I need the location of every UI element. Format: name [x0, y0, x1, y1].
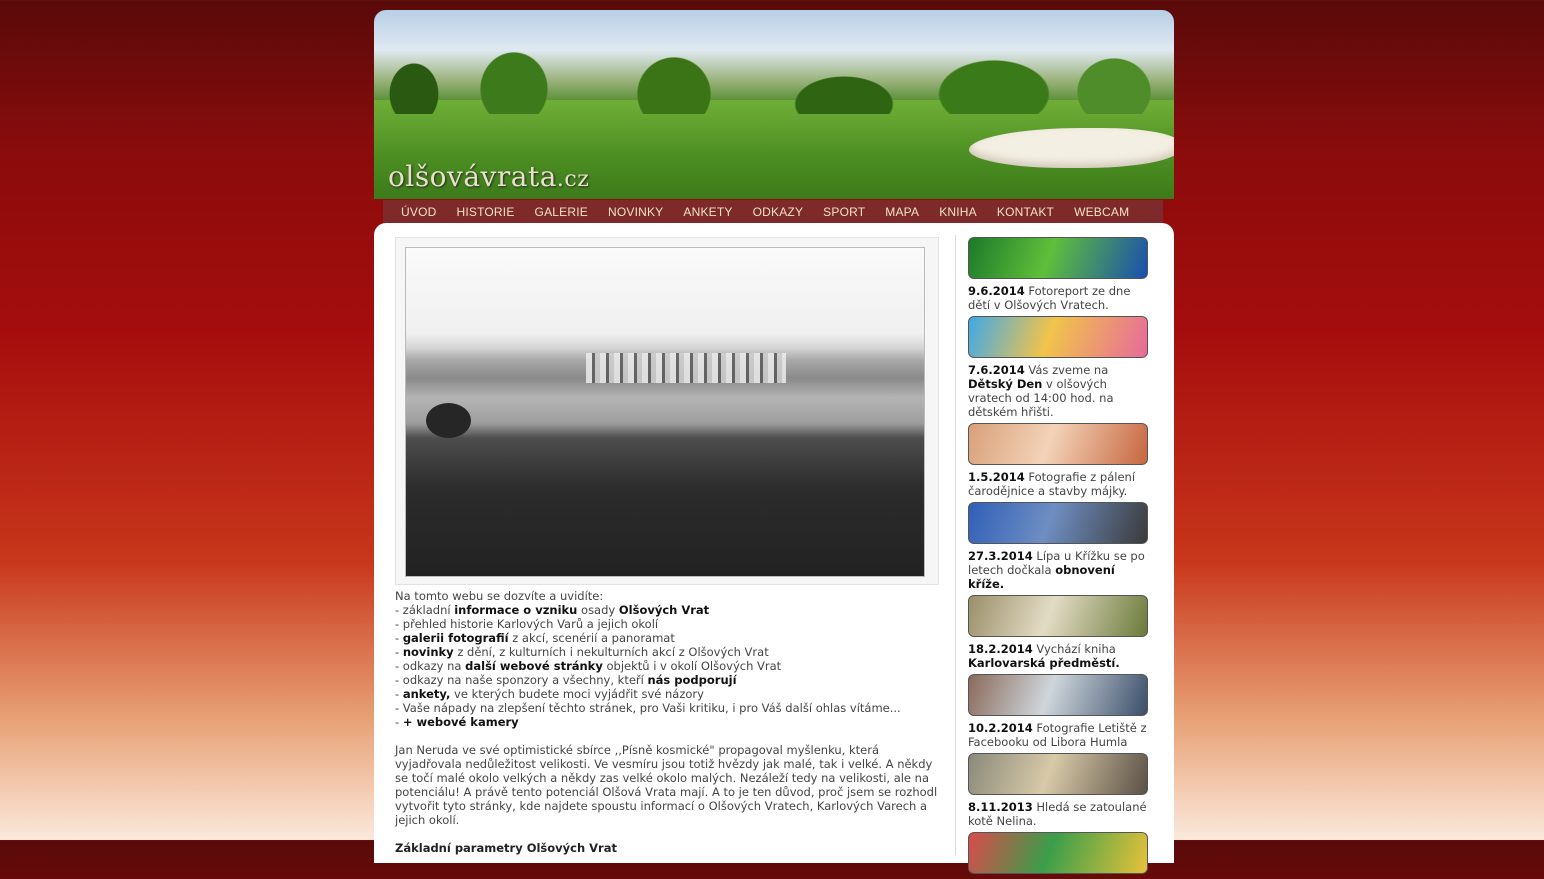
intro-text-fragment: ve kterých budete moci vyjádřit své názory	[450, 687, 704, 701]
news-thumbnail[interactable]	[968, 595, 1148, 637]
intro-list	[395, 603, 943, 729]
intro-list-item	[395, 687, 943, 701]
page-wrapper	[374, 10, 1174, 855]
news-link[interactable]: Karlovarská předměstí.	[968, 656, 1120, 670]
intro-link[interactable]: ankety,	[402, 687, 451, 701]
news-item	[968, 800, 1154, 828]
intro-text-fragment: -	[395, 631, 403, 645]
news-date: 8.11.2013	[968, 800, 1033, 814]
news-sidebar	[968, 237, 1154, 879]
news-date: 7.6.2014	[968, 363, 1025, 377]
intro-text-fragment: - základní	[395, 603, 455, 617]
logo-tld: .cz	[556, 167, 590, 192]
news-text: v olšových vratech od 14:00 hod. na dětském hřišti.	[968, 377, 1114, 419]
news-item	[968, 721, 1154, 749]
nav-novinky[interactable]: NOVINKY	[607, 205, 664, 219]
intro-link[interactable]: nás podporují	[647, 673, 737, 687]
news-link[interactable]: obnovení kříže.	[968, 563, 1115, 591]
news-text: Hledá se zatoulané kotě Nelina.	[968, 800, 1147, 828]
banner-bunker	[969, 128, 1174, 168]
nav-uvod[interactable]: ÚVOD	[401, 205, 437, 219]
nav-historie[interactable]: HISTORIE	[456, 205, 515, 219]
intro-list-item	[395, 631, 943, 645]
news-text: Vychází kniha	[1032, 642, 1116, 656]
intro-lead: Na tomto webu se dozvíte a uvidíte:	[395, 589, 604, 603]
nav-galerie[interactable]: GALERIE	[534, 205, 588, 219]
intro-link[interactable]: novinky	[402, 645, 454, 659]
intro-list-item	[395, 645, 943, 659]
intro-text-fragment: - odkazy na naše sponzory a všechny, kteří	[395, 673, 648, 687]
column-divider	[955, 235, 956, 855]
intro-text-fragment: z dění, z kulturních i nekulturních akcí z Olšových Vrat	[453, 645, 769, 659]
news-item	[968, 470, 1154, 498]
nav-mapa[interactable]: MAPA	[885, 205, 920, 219]
banner-trees	[374, 34, 1174, 114]
news-link[interactable]: Dětský Den	[968, 377, 1043, 391]
photo-tree	[426, 403, 471, 438]
intro-text	[395, 589, 943, 855]
intro-text-fragment: z akcí, scenérií a panoramat	[508, 631, 675, 645]
intro-text-fragment: objektů i v okolí Olšových Vrat	[602, 659, 782, 673]
intro-text-fragment: -	[395, 687, 403, 701]
content-panel	[374, 223, 1174, 863]
news-thumbnail[interactable]	[968, 316, 1148, 358]
intro-text-fragment: osady	[577, 603, 619, 617]
news-text: Fotografie Letiště z Facebooku od Libora Humla	[968, 721, 1147, 749]
historic-photo	[405, 247, 925, 577]
news-date: 1.5.2014	[968, 470, 1025, 484]
news-item	[968, 642, 1154, 670]
news-thumbnail[interactable]	[968, 674, 1148, 716]
intro-text-fragment: - odkazy na	[395, 659, 466, 673]
intro-text-fragment: - Vaše nápady na zlepšení těchto stránek, pro Vaši kritiku, i pro Váš další ohlas vítáme...	[395, 701, 901, 715]
news-item	[968, 284, 1154, 312]
intro-link[interactable]: Olšových Vrat	[618, 603, 710, 617]
nav-sport[interactable]: SPORT	[823, 205, 866, 219]
intro-list-item	[395, 659, 943, 673]
news-date: 10.2.2014	[968, 721, 1033, 735]
intro-link[interactable]: + webové kamery	[402, 715, 519, 729]
site-logo[interactable]	[388, 160, 589, 193]
news-thumbnail[interactable]	[968, 237, 1148, 279]
news-text: Vás zveme na	[1024, 363, 1109, 377]
news-thumbnail[interactable]	[968, 832, 1148, 874]
news-date: 18.2.2014	[968, 642, 1033, 656]
nav-odkazy[interactable]: ODKAZY	[752, 205, 804, 219]
nav-kontakt[interactable]: KONTAKT	[996, 205, 1055, 219]
nav-kniha[interactable]: KNIHA	[939, 205, 977, 219]
news-item	[968, 549, 1154, 591]
news-thumbnail[interactable]	[968, 423, 1148, 465]
section-heading: Základní parametry Olšových Vrat	[395, 841, 617, 855]
intro-list-item	[395, 617, 943, 631]
header-banner	[374, 10, 1174, 199]
intro-paragraph: Jan Neruda ve své optimistické sbírce ,,Písně kosmické" propagoval myšlenku, která vyjadřovala nedůležitost velikosti. Ve vesmíru jsou totiž hvězdy jak malé, tak i velké. A někdy se točí malé okolo velkých a někdy zas velké okolo malých. Nezáleží tedy na velikosti, ale na potenciálu! A právě tento potenciál Olšová Vrata mají. A to je ten důvod, proč jsem se rozhodl vytvořit tyto stránky, kde najdete spoustu informací o Olšových Vratech, Karlových Varech a jejich okolí.	[395, 743, 938, 827]
nav-webcam[interactable]: WEBCAM	[1074, 205, 1130, 219]
logo-main: olšovávrata	[388, 160, 557, 193]
main-nav	[383, 200, 1163, 224]
news-text: Lípa u Křížku se po letech dočkala	[968, 549, 1145, 577]
news-text: Fotografie z pálení čarodějnice a stavby májky.	[968, 470, 1136, 498]
intro-text-fragment: -	[395, 645, 403, 659]
intro-link[interactable]: galerii fotografií	[402, 631, 509, 645]
news-thumbnail[interactable]	[968, 753, 1148, 795]
intro-list-item	[395, 701, 943, 715]
photo-village	[586, 353, 786, 383]
intro-list-item	[395, 603, 943, 617]
historic-photo-frame	[395, 237, 939, 585]
intro-text-fragment: -	[395, 715, 403, 729]
news-date: 27.3.2014	[968, 549, 1033, 563]
news-item	[968, 363, 1154, 419]
intro-link[interactable]: informace o vzniku	[454, 603, 578, 617]
nav-ankety[interactable]: ANKETY	[683, 205, 733, 219]
intro-text-fragment: - přehled historie Karlových Varů a jejich okolí	[395, 617, 659, 631]
news-text: Fotoreport ze dne dětí v Olšových Vratech.	[968, 284, 1131, 312]
intro-list-item	[395, 715, 943, 729]
news-thumbnail[interactable]	[968, 502, 1148, 544]
intro-list-item	[395, 673, 943, 687]
intro-link[interactable]: další webové stránky	[465, 659, 603, 673]
news-date: 9.6.2014	[968, 284, 1025, 298]
